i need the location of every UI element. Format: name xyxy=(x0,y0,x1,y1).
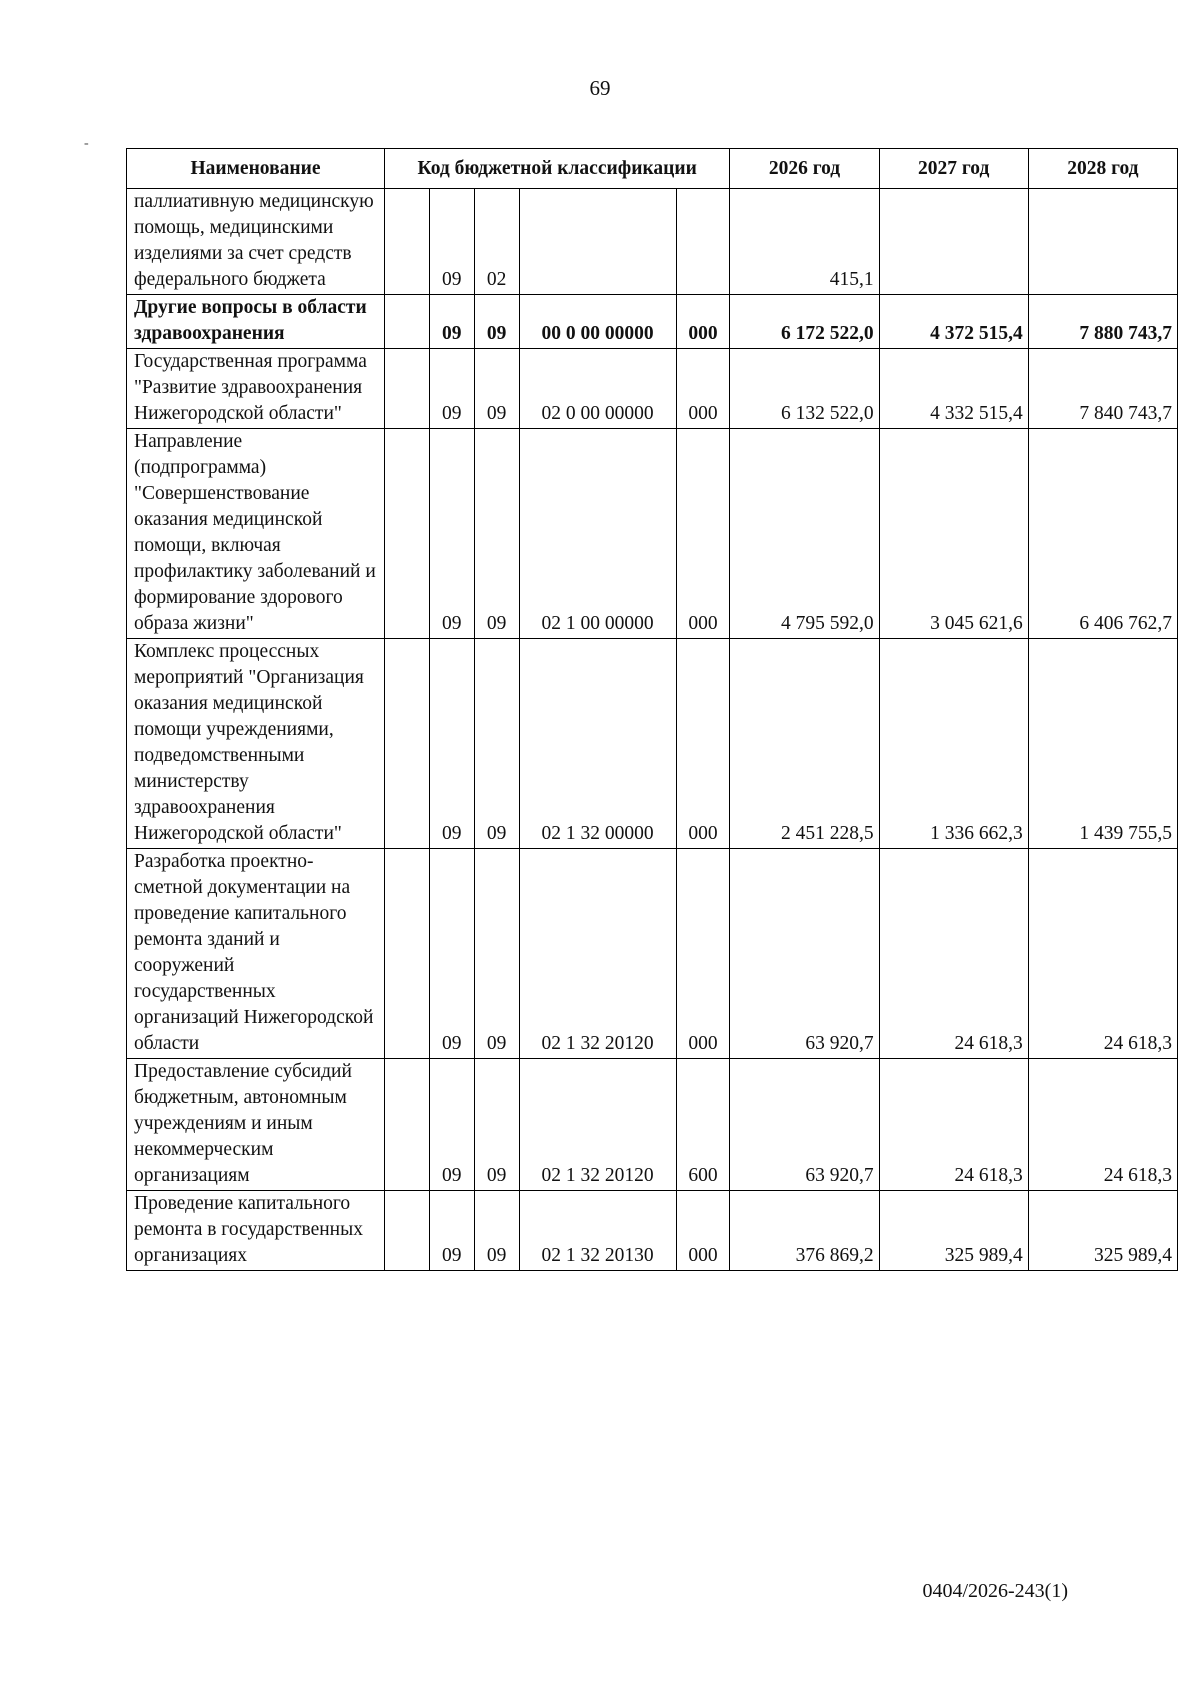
cell-value-2027: 4 332 515,4 xyxy=(879,349,1028,429)
cell-value-2026: 6 132 522,0 xyxy=(730,349,879,429)
cell-value-2026: 415,1 xyxy=(730,189,879,295)
cell-code-section: 09 xyxy=(429,429,474,639)
cell-code-1 xyxy=(384,295,429,349)
cell-code-target: 02 1 32 00000 xyxy=(519,639,676,849)
cell-value-2028 xyxy=(1028,189,1177,295)
header-2027: 2027 год xyxy=(879,149,1028,189)
cell-name: Государственная программа "Развитие здравоохранения Нижегородской области" xyxy=(127,349,385,429)
cell-code-expense-type: 000 xyxy=(676,639,730,849)
cell-code-section: 09 xyxy=(429,349,474,429)
cell-code-target: 02 1 32 20120 xyxy=(519,1059,676,1191)
cell-code-subsection: 09 xyxy=(474,1191,519,1271)
table-row xyxy=(127,429,1178,639)
cell-code-section: 09 xyxy=(429,639,474,849)
table-row xyxy=(127,1059,1178,1191)
cell-code-1 xyxy=(384,1059,429,1191)
cell-code-expense-type xyxy=(676,189,730,295)
cell-name: Предоставление субсидий бюджетным, автономным учреждениям и иным некоммерческим организациям xyxy=(127,1059,385,1191)
cell-code-expense-type: 600 xyxy=(676,1059,730,1191)
cell-code-expense-type: 000 xyxy=(676,349,730,429)
cell-value-2026: 2 451 228,5 xyxy=(730,639,879,849)
cell-code-section: 09 xyxy=(429,1191,474,1271)
stray-mark: - xyxy=(84,136,89,151)
cell-value-2027: 24 618,3 xyxy=(879,849,1028,1059)
cell-code-expense-type: 000 xyxy=(676,1191,730,1271)
cell-code-subsection: 09 xyxy=(474,639,519,849)
table-row xyxy=(127,349,1178,429)
cell-code-1 xyxy=(384,429,429,639)
cell-value-2028: 6 406 762,7 xyxy=(1028,429,1177,639)
cell-value-2026: 376 869,2 xyxy=(730,1191,879,1271)
cell-code-section: 09 xyxy=(429,1059,474,1191)
cell-value-2026: 63 920,7 xyxy=(730,1059,879,1191)
cell-value-2027: 24 618,3 xyxy=(879,1059,1028,1191)
table-row xyxy=(127,849,1178,1059)
table-row xyxy=(127,639,1178,849)
cell-code-section: 09 xyxy=(429,189,474,295)
cell-value-2027: 1 336 662,3 xyxy=(879,639,1028,849)
cell-code-subsection: 09 xyxy=(474,349,519,429)
cell-code-section: 09 xyxy=(429,849,474,1059)
table-row xyxy=(127,295,1178,349)
cell-code-subsection: 09 xyxy=(474,295,519,349)
cell-value-2028: 24 618,3 xyxy=(1028,849,1177,1059)
cell-code-target: 02 1 32 20130 xyxy=(519,1191,676,1271)
cell-code-section: 09 xyxy=(429,295,474,349)
cell-name: Направление (подпрограмма) "Совершенствование оказания медицинской помощи, включая профилактику заболеваний и формирование здорового образа жизни" xyxy=(127,429,385,639)
cell-code-target: 02 1 00 00000 xyxy=(519,429,676,639)
cell-value-2027: 3 045 621,6 xyxy=(879,429,1028,639)
budget-table xyxy=(126,148,1178,1271)
cell-code-expense-type: 000 xyxy=(676,295,730,349)
table-body xyxy=(127,189,1178,1271)
cell-value-2027: 325 989,4 xyxy=(879,1191,1028,1271)
cell-value-2028: 7 840 743,7 xyxy=(1028,349,1177,429)
cell-code-1 xyxy=(384,849,429,1059)
cell-name: Проведение капитального ремонта в государственных организациях xyxy=(127,1191,385,1271)
cell-code-subsection: 09 xyxy=(474,849,519,1059)
cell-value-2026: 63 920,7 xyxy=(730,849,879,1059)
cell-code-expense-type: 000 xyxy=(676,429,730,639)
cell-code-1 xyxy=(384,1191,429,1271)
cell-code-subsection: 09 xyxy=(474,1059,519,1191)
cell-name: паллиативную медицинскую помощь, медицинскими изделиями за счет средств федерального бюджета xyxy=(127,189,385,295)
cell-code-target: 02 0 00 00000 xyxy=(519,349,676,429)
cell-code-1 xyxy=(384,349,429,429)
cell-value-2028: 7 880 743,7 xyxy=(1028,295,1177,349)
cell-value-2028: 1 439 755,5 xyxy=(1028,639,1177,849)
table-row xyxy=(127,1191,1178,1271)
cell-code-1 xyxy=(384,189,429,295)
cell-value-2027 xyxy=(879,189,1028,295)
cell-code-target xyxy=(519,189,676,295)
cell-code-subsection: 09 xyxy=(474,429,519,639)
cell-value-2026: 4 795 592,0 xyxy=(730,429,879,639)
cell-name: Разработка проектно-сметной документации на проведение капитального ремонта зданий и сооружений государственных организаций Нижегородской области xyxy=(127,849,385,1059)
header-name: Наименование xyxy=(127,149,385,189)
cell-value-2028: 24 618,3 xyxy=(1028,1059,1177,1191)
page-number: 69 xyxy=(589,76,611,100)
cell-value-2028: 325 989,4 xyxy=(1028,1191,1177,1271)
cell-code-target: 00 0 00 00000 xyxy=(519,295,676,349)
table-row xyxy=(127,189,1178,295)
header-code: Код бюджетной классификации xyxy=(384,149,729,189)
cell-name: Комплекс процессных мероприятий "Организация оказания медицинской помощи учреждениями, подведомственными министерству здравоохранения Нижегородской области" xyxy=(127,639,385,849)
cell-code-1 xyxy=(384,639,429,849)
cell-value-2027: 4 372 515,4 xyxy=(879,295,1028,349)
document-id: 0404/2026-243(1) xyxy=(922,1580,1068,1602)
table-header-row xyxy=(127,149,1178,189)
cell-code-subsection: 02 xyxy=(474,189,519,295)
header-2026: 2026 год xyxy=(730,149,879,189)
cell-code-target: 02 1 32 20120 xyxy=(519,849,676,1059)
header-2028: 2028 год xyxy=(1028,149,1177,189)
cell-code-expense-type: 000 xyxy=(676,849,730,1059)
cell-value-2026: 6 172 522,0 xyxy=(730,295,879,349)
cell-name: Другие вопросы в области здравоохранения xyxy=(127,295,385,349)
